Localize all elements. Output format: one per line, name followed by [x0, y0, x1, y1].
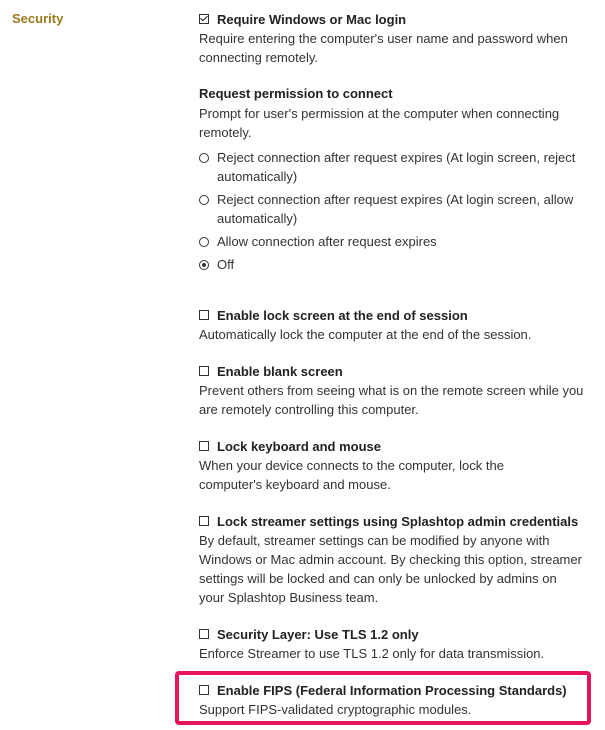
- lock-keyboard-title: Lock keyboard and mouse: [217, 438, 381, 454]
- lock-keyboard-setting: [199, 436, 599, 494]
- radio-option-allow[interactable]: [199, 232, 599, 251]
- lock-keyboard-row[interactable]: [199, 436, 599, 456]
- lock-screen-title: Enable lock screen at the end of session: [217, 307, 468, 323]
- fips-title: Enable FIPS (Federal Information Processing Standards): [217, 682, 567, 698]
- radio-off-label: Off: [217, 257, 235, 272]
- tls-setting: [199, 624, 599, 663]
- radio-option-off[interactable]: [199, 255, 599, 274]
- lock-screen-checkbox[interactable]: [199, 310, 209, 320]
- radio-allow[interactable]: [199, 237, 209, 247]
- blank-screen-setting: [199, 361, 599, 419]
- section-label-security: Security: [12, 11, 64, 26]
- require-login-title: Require Windows or Mac login: [217, 11, 407, 27]
- lock-keyboard-description: When your device connects to the computer, lock the computer's keyboard and mouse.: [199, 458, 504, 492]
- radio-reject-allow[interactable]: [199, 195, 209, 205]
- radio-allow-label: Allow connection after request expires: [217, 234, 437, 249]
- request-permission-title: Request permission to connect: [199, 86, 393, 101]
- lock-streamer-row[interactable]: [199, 511, 599, 531]
- tls-row[interactable]: [199, 624, 599, 644]
- request-permission-description: Prompt for user's permission at the computer when connecting remotely.: [199, 106, 560, 140]
- blank-screen-checkbox[interactable]: [199, 366, 209, 376]
- request-permission-options: [199, 148, 599, 274]
- require-login-checkbox[interactable]: [199, 14, 209, 24]
- radio-reject-allow-label: Reject connection after request expires (At login screen, allow automatically): [217, 192, 574, 226]
- lock-screen-description: Automatically lock the computer at the end of the session.: [199, 327, 532, 342]
- require-login-description: Require entering the computer's user name and password when connecting remotely.: [199, 31, 568, 65]
- lock-keyboard-checkbox[interactable]: [199, 441, 209, 451]
- fips-highlight-box: [175, 671, 591, 725]
- radio-off[interactable]: [199, 260, 209, 270]
- lock-streamer-title: Lock streamer settings using Splashtop admin credentials: [217, 513, 579, 529]
- lock-streamer-description: By default, streamer settings can be modified by anyone with Windows or Mac admin account. By checking this option, streamer settings will be locked and can only be unlocked by admins on your Splashtop Business team.: [199, 533, 582, 605]
- tls-description: Enforce Streamer to use TLS 1.2 only for data transmission.: [199, 646, 545, 661]
- require-login-setting: [199, 9, 599, 67]
- blank-screen-row[interactable]: [199, 361, 599, 381]
- lock-screen-row[interactable]: [199, 305, 599, 325]
- radio-option-reject-auto[interactable]: [199, 148, 599, 186]
- radio-option-reject-allow[interactable]: [199, 190, 599, 228]
- blank-screen-title: Enable blank screen: [217, 363, 343, 379]
- require-login-row[interactable]: [199, 9, 599, 29]
- radio-reject-auto-label: Reject connection after request expires (At login screen, reject automatically): [217, 150, 576, 184]
- blank-screen-description: Prevent others from seeing what is on the remote screen while you are remotely controlling this computer.: [199, 383, 584, 417]
- tls-checkbox[interactable]: [199, 629, 209, 639]
- radio-reject-auto[interactable]: [199, 153, 209, 163]
- lock-streamer-checkbox[interactable]: [199, 516, 209, 526]
- request-permission-setting: [199, 84, 599, 274]
- lock-streamer-setting: [199, 511, 599, 607]
- fips-description: Support FIPS-validated cryptographic modules.: [199, 702, 472, 717]
- lock-screen-setting: [199, 305, 599, 344]
- tls-title: Security Layer: Use TLS 1.2 only: [217, 626, 419, 642]
